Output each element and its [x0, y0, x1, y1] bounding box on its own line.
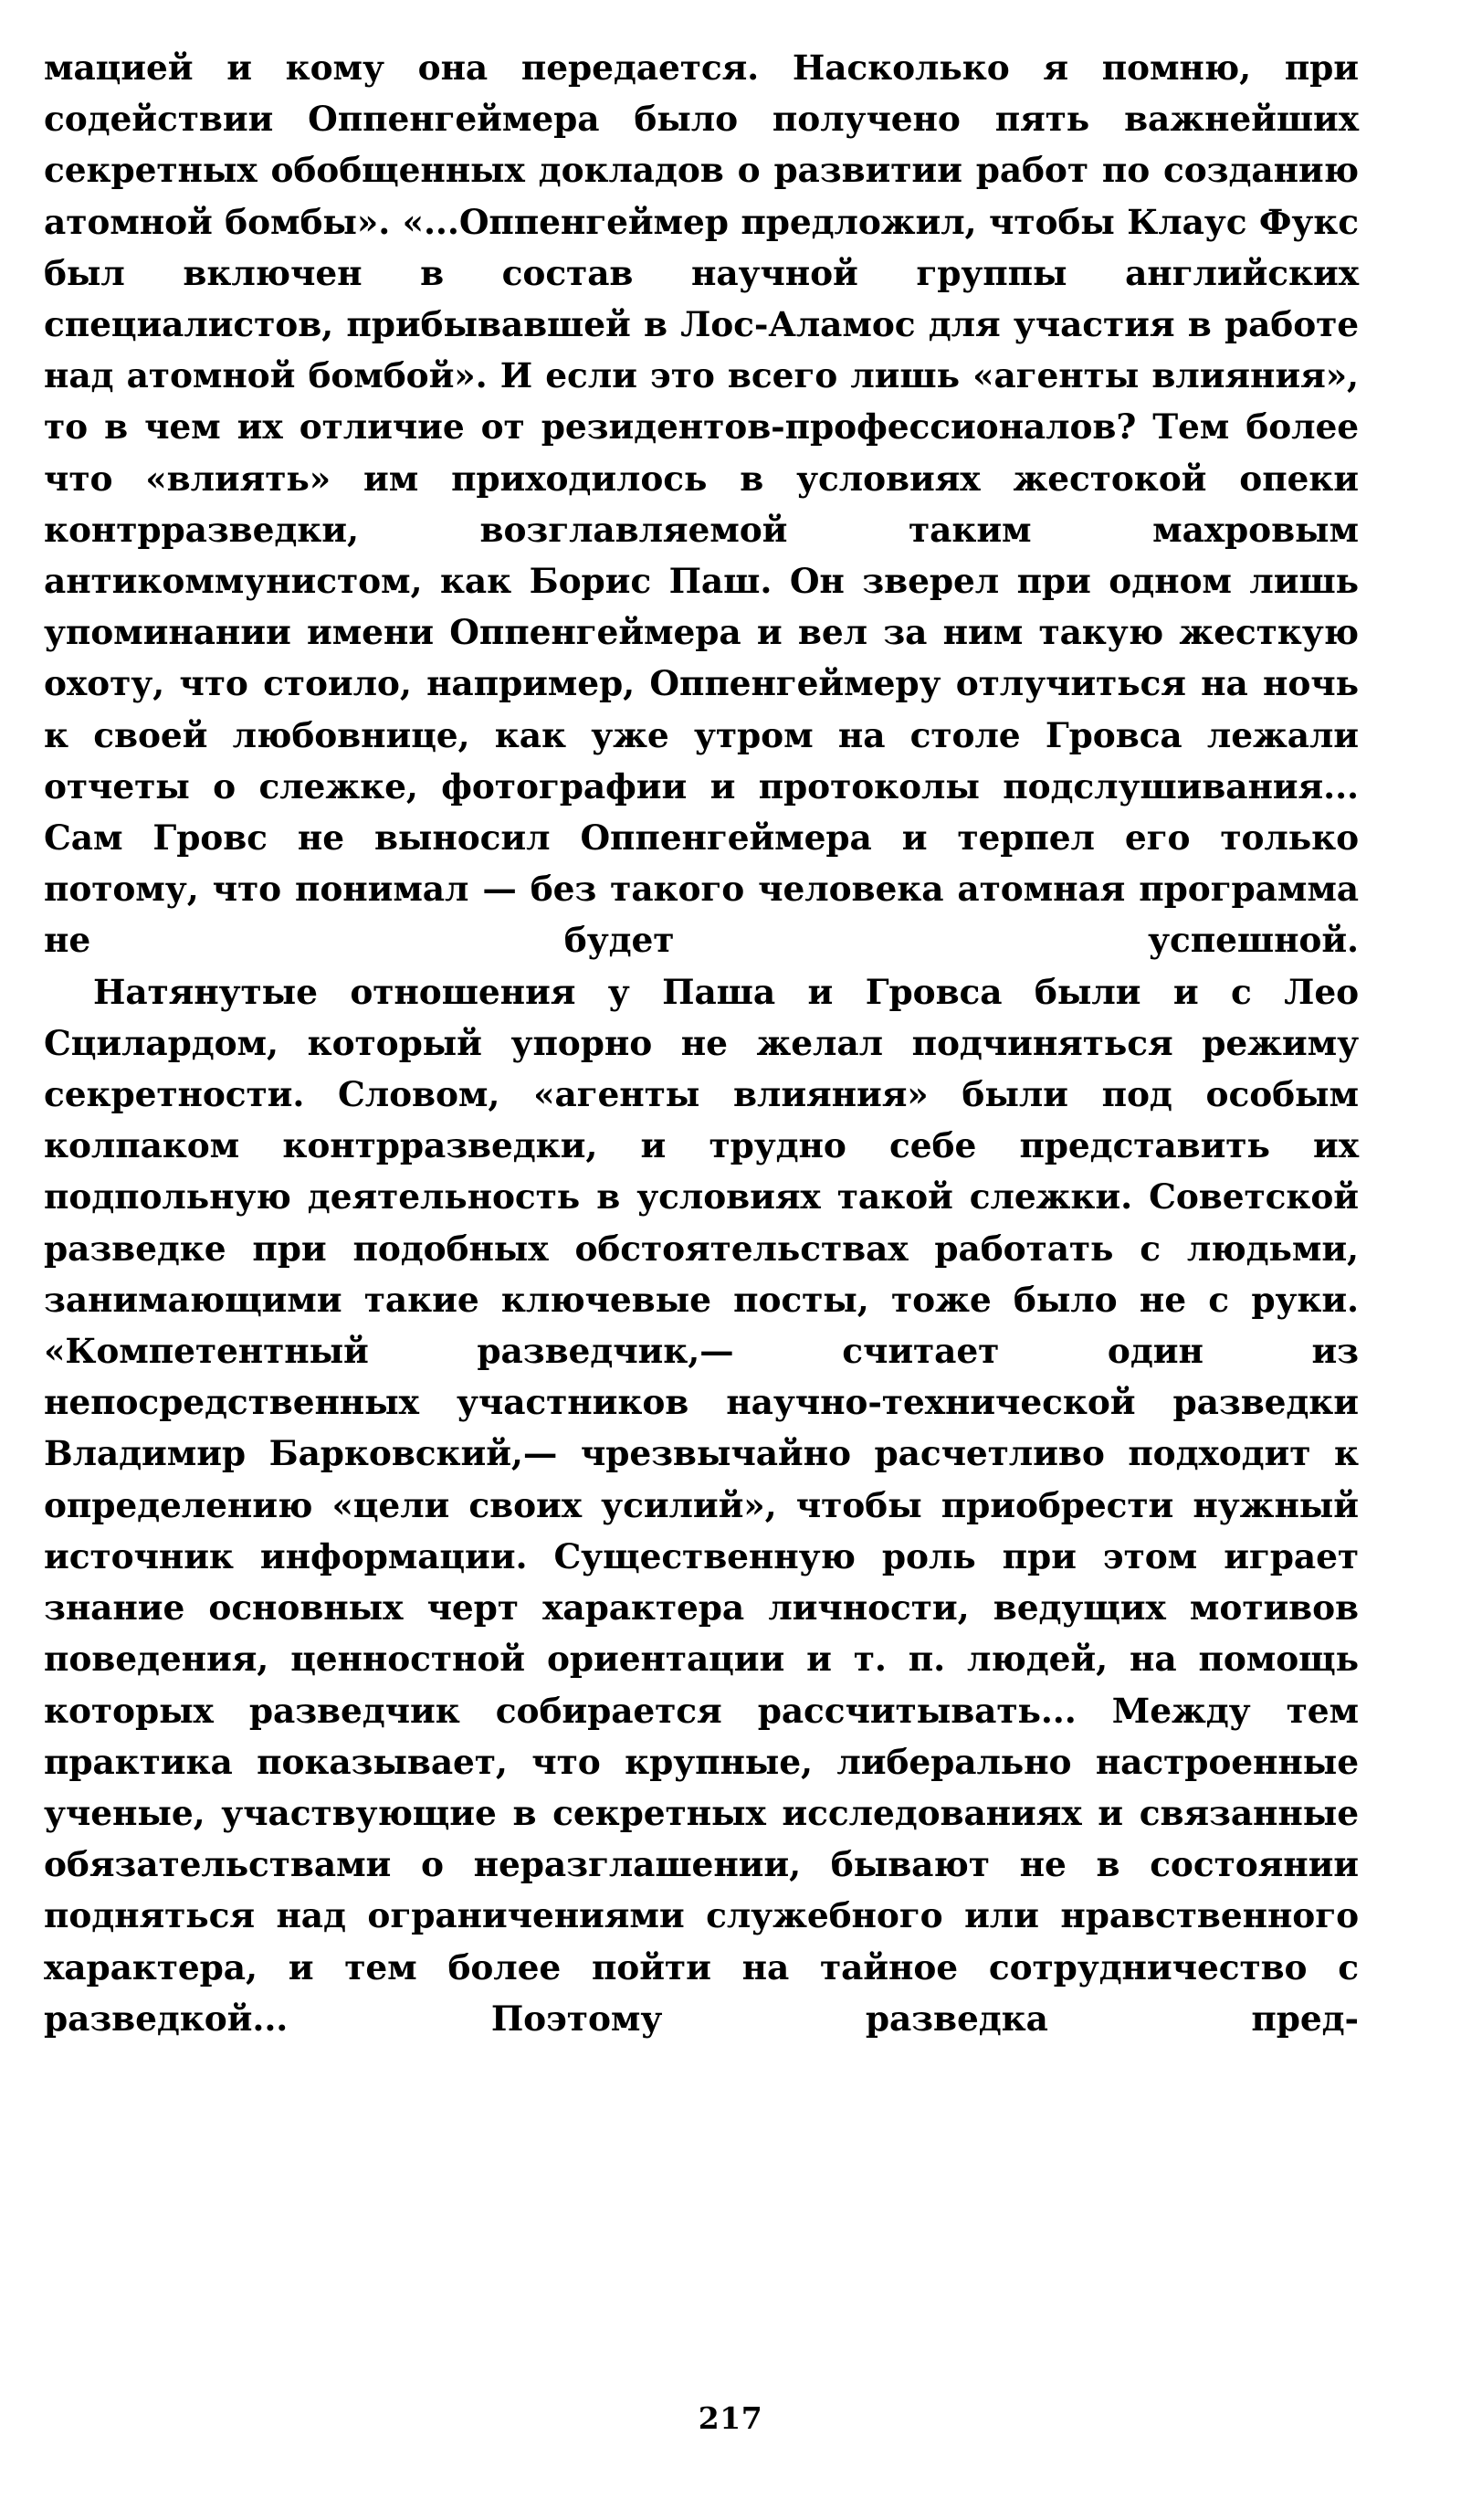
page-body-text	[44, 42, 1359, 2044]
paragraph: мацией и кому она передается. Насколько я помню, при содействии Оппенгеймера было получено пять важнейших секретных обобщенных докладов о развитии работ по созданию атомной бомбы». «...Оппенгеймер предложил, чтобы Клаус Фукс был включен в состав научной группы английских специалистов, прибывавшей в Лос-Аламос для участия в работе над атомной бомбой». И если это всего лишь «агенты влияния», то в чем их отличие от резидентов-профессионалов? Тем более что «влиять» им приходилось в условиях жестокой опеки контрразведки, возглавляемой таким махровым антикоммунистом, как Борис Паш. Он зверел при одном лишь упоминании имени Оппенгеймера и вел за ним такую жесткую охоту, что стоило, например, Оппенгеймеру отлучиться на ночь к своей любовнице, как уже утром на столе Гровса лежали отчеты о слежке, фотографии и протоколы подслушивания... Сам Гровс не выносил Оппенгеймера и терпел его только потому, что понимал — без такого человека атомная программа не будет успешной.	[44, 47, 1359, 961]
page-number: 217	[698, 2400, 763, 2436]
paragraph: Натянутые отношения у Паша и Гровса были и с Лео Сцилардом, который упорно не желал подчиняться режиму секретности. Словом, «агенты влияния» были под особым колпаком контрразведки, и трудно себе представить их подпольную деятельность в условиях такой слежки. Советской разведке при подобных обстоятельствах работать с людьми, занимающими такие ключевые посты, тоже было не с руки. «Компетентный разведчик,— считает один из непосредственных участников научно-технической разведки Владимир Барковский,— чрезвычайно расчетливо подходит к определению «цели своих усилий», чтобы приобрести нужный источник информации. Существенную роль при этом играет знание основных черт характера личности, ведущих мотивов поведения, ценностной ориентации и т. п. людей, на помощь которых разведчик собирается рассчитывать... Между тем практика показывает, что крупные, либерально настроенные ученые, участвующие в секретных исследованиях и связанные обязательствами о неразглашении, бывают не в состоянии подняться над ограничениями служебного или нравственного характера, и тем более пойти на тайное сотрудничество с разведкой... Поэтому разведка пред-	[44, 971, 1359, 2039]
